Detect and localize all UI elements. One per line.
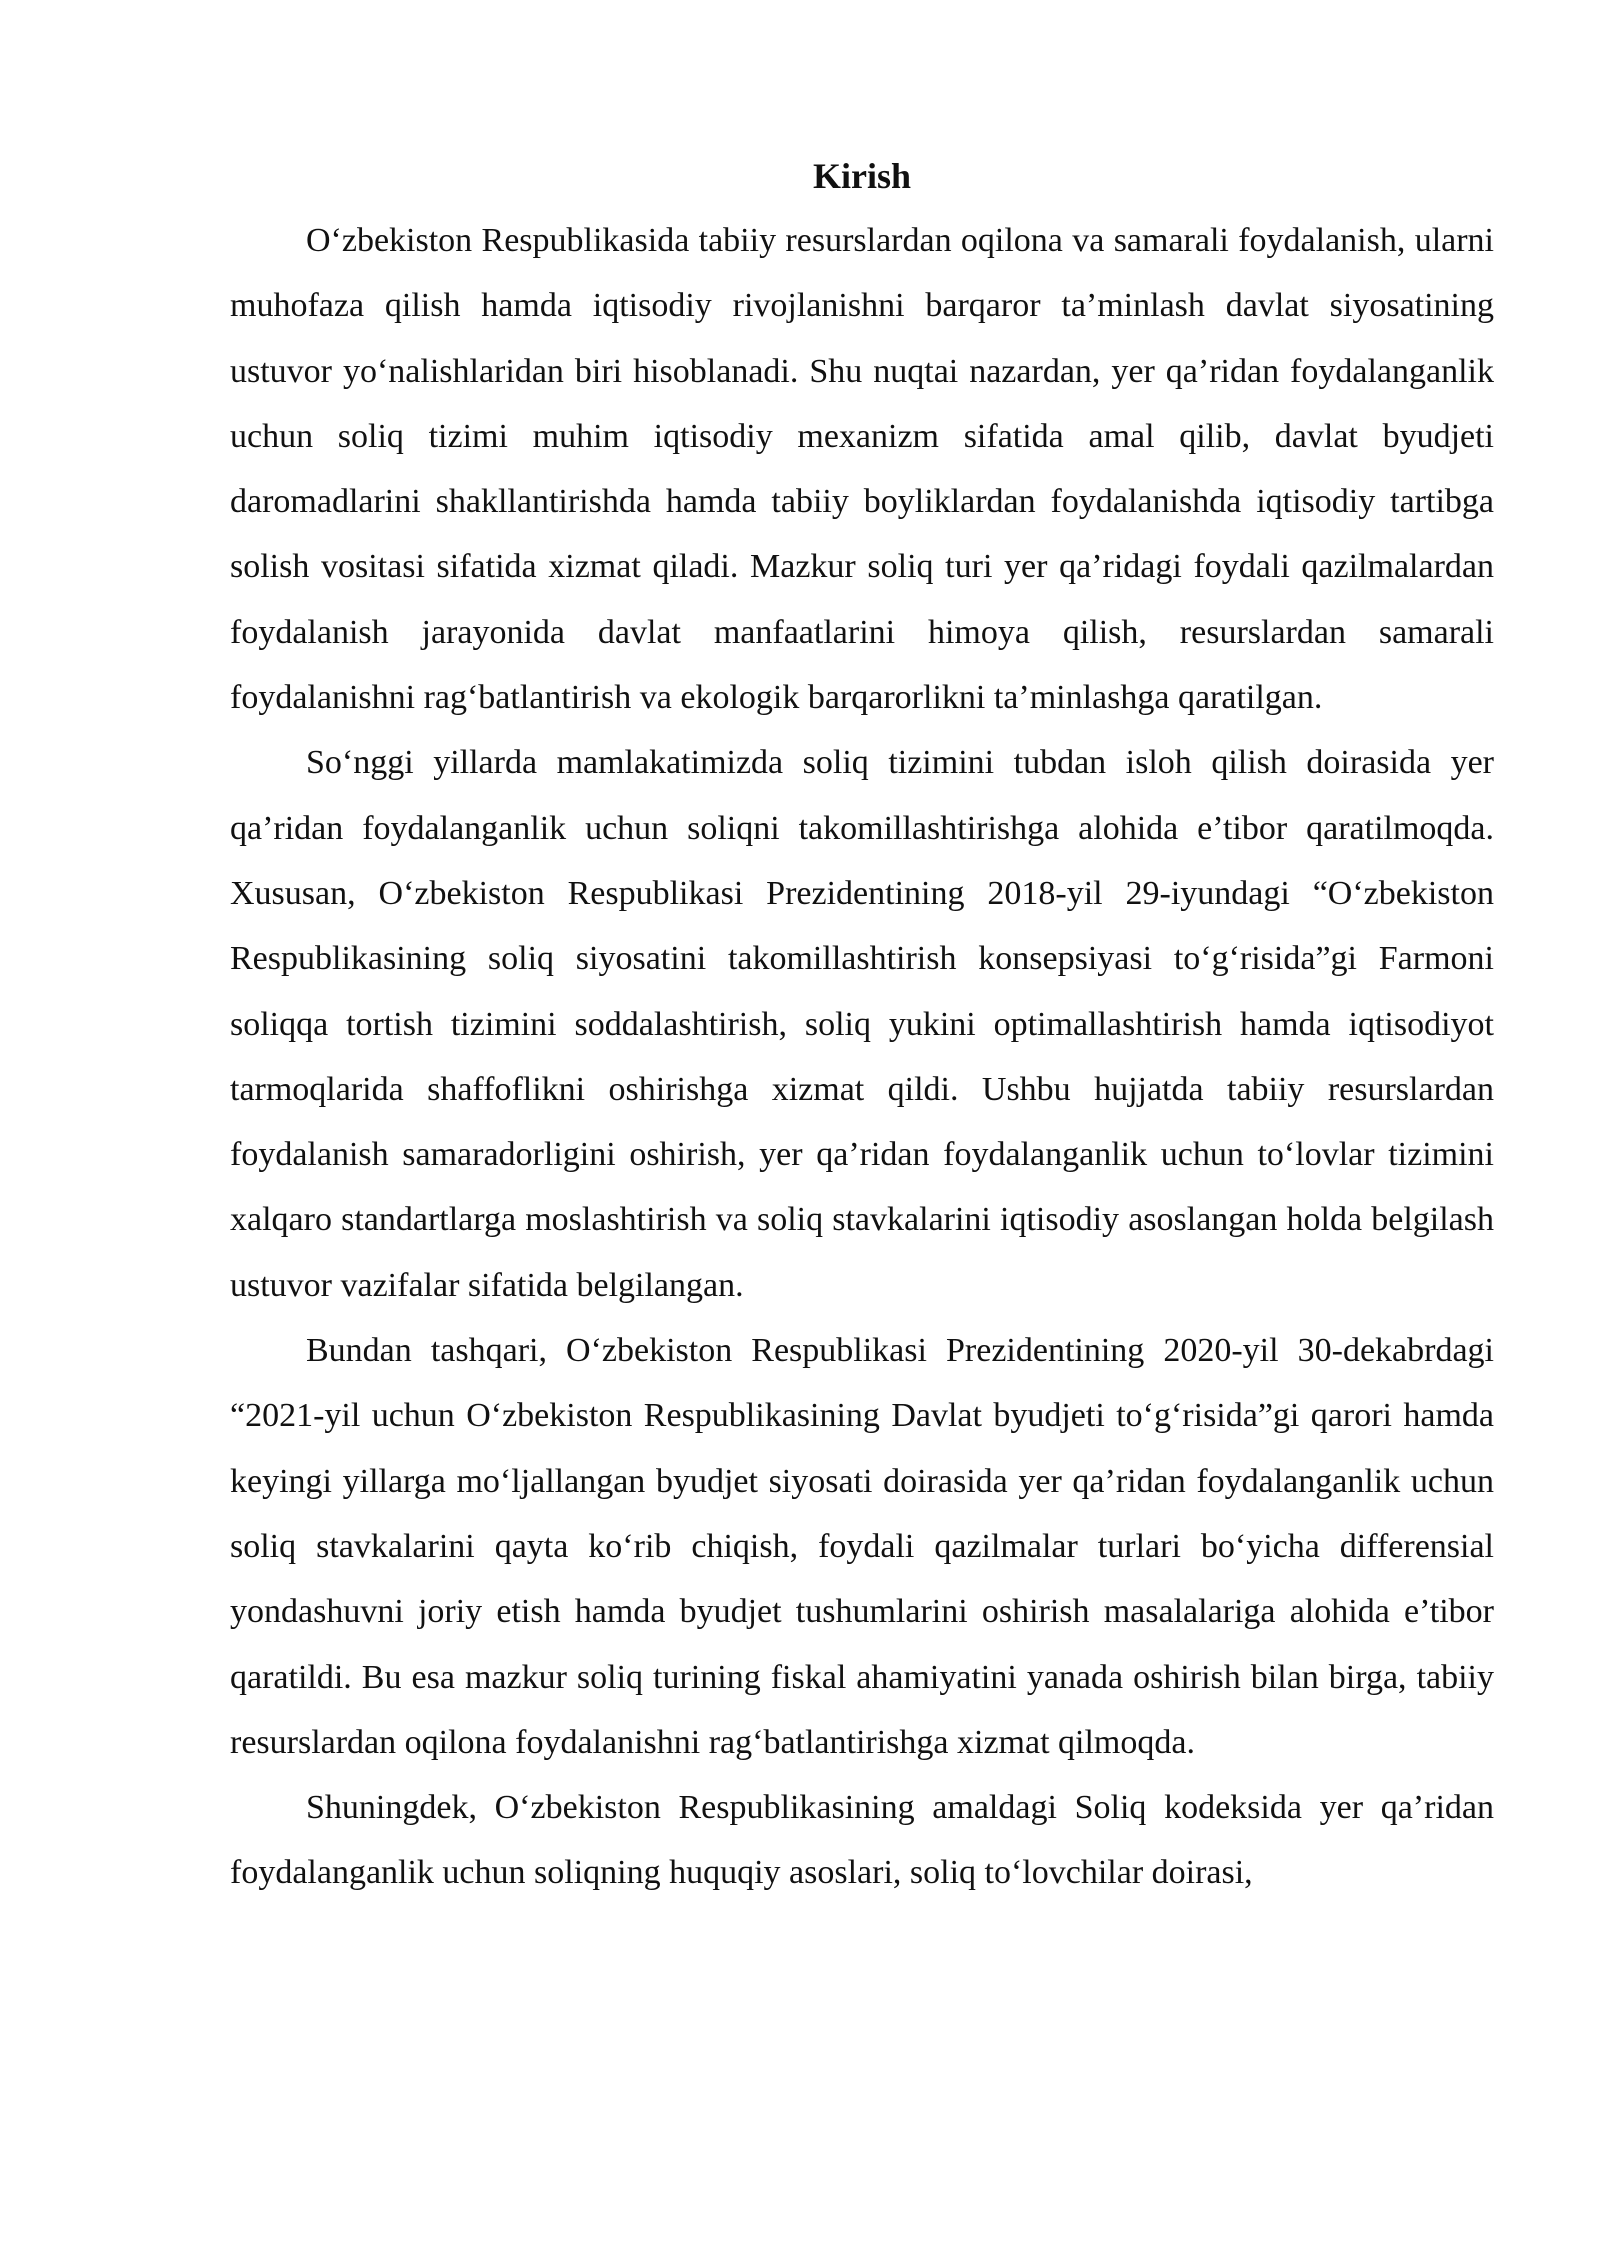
paragraph-1: O‘zbekiston Respublikasida tabiiy resurslardan oqilona va samarali foydalanish, ularni muhofaza qilish hamda iqtisodiy rivojlanishni barqaror ta’minlash davlat siyosatining ustuvor yo‘nalishlaridan biri hisoblanadi. Shu nuqtai nazardan, yer qa’ridan foydalanganlik uchun soliq tizimi muhim iqtisodiy mexanizm sifatida amal qilib, davlat byudjeti daromadlarini shakllantirishda hamda tabiiy boyliklardan foydalanishda iqtisodiy tartibga solish vositasi sifatida xizmat qiladi. Mazkur soliq turi yer qa’ridagi foydali qazilmalardan foydalanish jarayonida davlat manfaatlarini himoya qilish, resurslardan samarali foydalanishni rag‘batlantirish va ekologik barqarorlikni ta’minlashga qaratilgan. (230, 222, 1494, 717)
page-title: Kirish (812, 156, 911, 196)
paragraph-2: So‘nggi yillarda mamlakatimizda soliq tizimini tubdan isloh qilish doirasida yer qa’ridan foydalanganlik uchun soliqni takomillashtirishga alohida e’tibor qaratilmoqda. Xususan, O‘zbekiston Respublikasi Prezidentining 2018-yil 29-iyundagi “O‘zbekiston Respublikasining soliq siyosatini takomillashtirish konsepsiyasi to‘g‘risida”gi Farmoni soliqqa tortish tizimini soddalashtirish, soliq yukini optimallashtirish hamda iqtisodiyot tarmoqlarida shaffoflikni oshirishga xizmat qildi. Ushbu hujjatda tabiiy resurslardan foydalanish samaradorligini oshirish, yer qa’ridan foydalanganlik uchun to‘lovlar tizimini xalqaro standartlarga moslashtirish va soliq stavkalarini iqtisodiy asoslangan holda belgilash ustuvor vazifalar sifatida belgilangan. (230, 744, 1494, 1304)
paragraph-3: Bundan tashqari, O‘zbekiston Respublikasi Prezidentining 2020-yil 30-dekabrdagi “2021-yil uchun O‘zbekiston Respublikasining Davlat byudjeti to‘g‘risida”gi qarori hamda keyingi yillarga mo‘ljallangan byudjet siyosati doirasida yer qa’ridan foydalanganlik uchun soliq stavkalarini qayta ko‘rib chiqish, foydali qazilmalar turlari bo‘yicha differensial yondashuvni joriy etish hamda byudjet tushumlarini oshirish masalalariga alohida e’tibor qaratildi. Bu esa mazkur soliq turining fiskal ahamiyatini yanada oshirish bilan birga, tabiiy resurslardan oqilona foydalanishni rag‘batlantirishga xizmat qilmoqda. (230, 1332, 1494, 1761)
paragraph-4: Shuningdek, O‘zbekiston Respublikasining amaldagi Soliq kodeksida yer qa’ridan foydalanganlik uchun soliqning huquqiy asoslari, soliq to‘lovchilar doirasi, (230, 1789, 1494, 1892)
